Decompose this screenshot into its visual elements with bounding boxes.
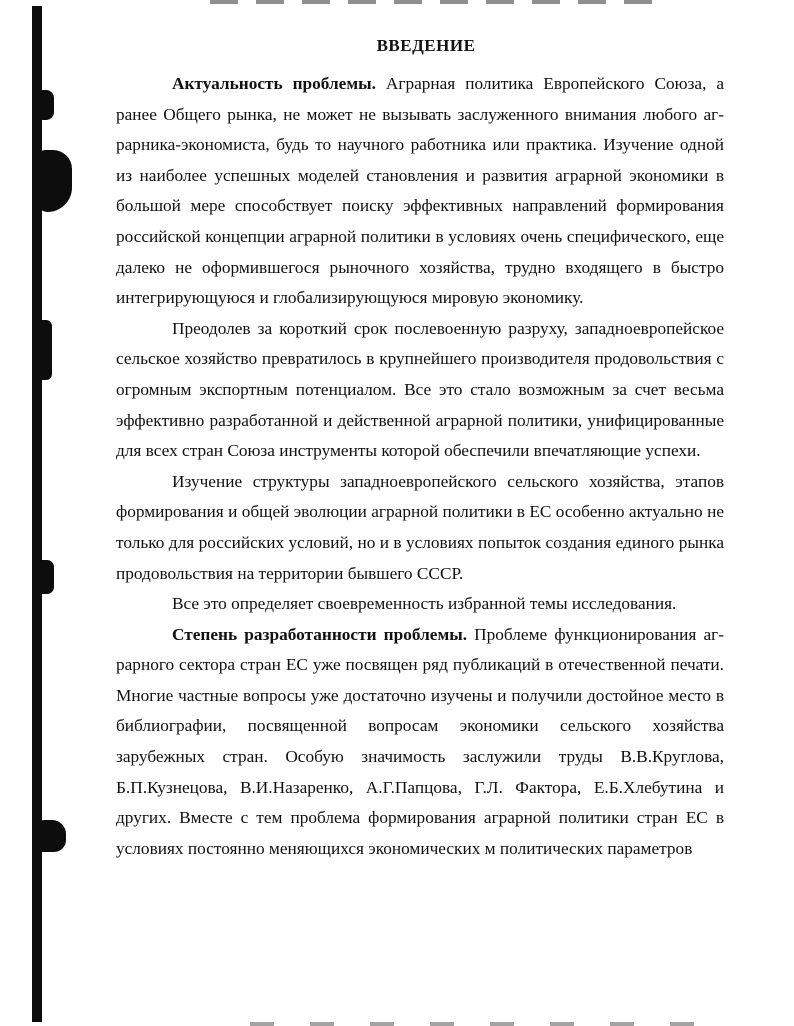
scan-artifact-blot [40,320,52,380]
scan-artifact-blot [40,90,54,120]
page-title: ВВЕДЕНИЕ [376,36,476,55]
paragraph-text: Проблеме функционирования аграрного сектора стран ЕС уже посвящен ряд публикаций в отечественной печати. Многие частные вопросы уже достаточно изучены и получили достойное место в библиографии, посвященной вопросам экономики сельского хозяйства зарубежных стран. Особую значимость заслужили труды В.В.Круглова, Б.П.Кузнецова, В.И.Назаренко, А.Г.Папцова, Г.Л. Фактора, Е.Б.Хлебутина и других. Вместе с тем проблема формирования аграрной политики стран ЕС в условиях постоянно меняющихся экономических м политических параметров [116,624,724,858]
scan-artifact-blot [40,820,66,852]
scan-artifact-top [210,0,670,4]
paragraph-lead: Актуальность проблемы. [172,74,376,93]
paragraph-text: Преодолев за короткий срок послевоенную разруху, западноевропейское сельское хозяйство превратилось в крупнейшего производителя продовольствия с огромным экспортным потенциалом. Все это стало возможным за счет весьма эффективно разработанной и действенной аграрной политики, унифицированные для всех стран Союза инструменты которой обеспечили впечатляющие успехи. [116,318,724,461]
scan-artifact-bottom [250,1022,700,1026]
paragraph-development-degree [116,620,724,865]
scan-artifact-blot [38,150,72,212]
paragraph-timeliness [116,589,724,620]
paragraph-postwar [116,314,724,467]
paragraph-lead: Степень разработанности проблемы. [172,624,468,644]
paragraph-structure [116,467,724,589]
paragraph-relevance [116,69,724,314]
paragraph-text: Все это определяет своевременность избранной темы исследования. [172,594,677,614]
document-body [116,36,724,864]
scan-artifact-blot [40,560,54,594]
paragraph-text: Аграрная политика Европейского Союза, а ранее Общего рынка, не может не вызывать заслуженного внимания любого аграрника-экономиста, будь то научного работника или практика. Изучение одной из наиболее успешных моделей становления и развития аграрной экономики в большой мере способствует поиску эффективных направлений формирования российской концепции аграрной политики в условиях очень специфического, еще далеко не оформившегося рыночного хозяйства, трудно входящего в быстро интегрирующуюся и глобализирующуюся мировую экономику. [116,74,724,308]
paragraph-text: Изучение структуры западноевропейского сельского хозяйства, этапов формирования и общей эволюции аграрной политики в ЕС особенно актуально не только для российских условий, но и в условиях попыток создания единого рынка продовольствия на территории бывшего СССР. [116,471,724,583]
